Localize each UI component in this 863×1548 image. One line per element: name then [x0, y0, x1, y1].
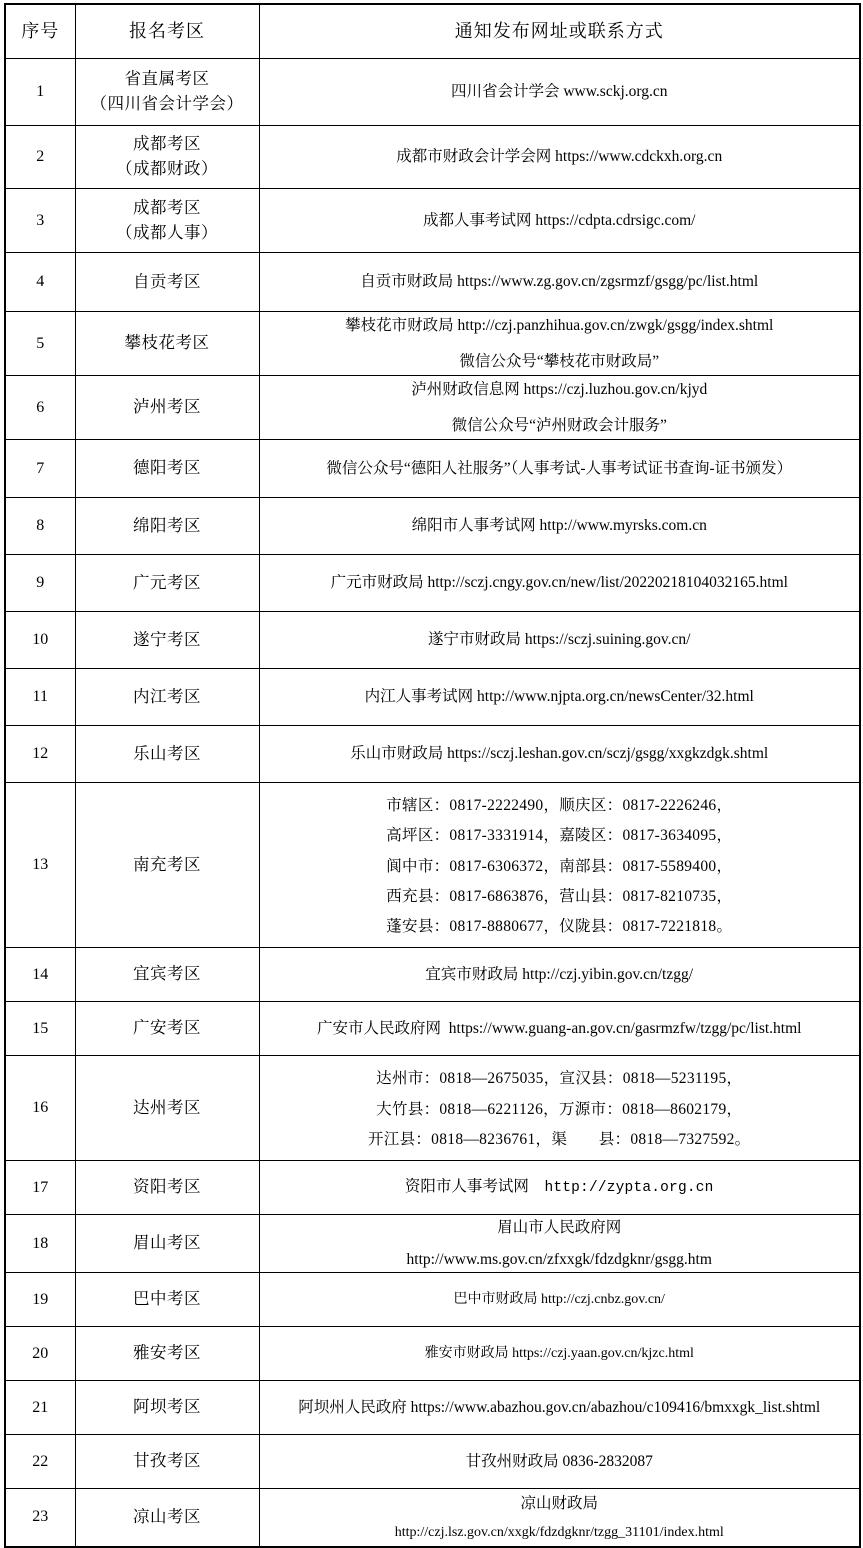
row-area [75, 1215, 259, 1273]
info-line-2: http://czj.lsz.gov.cn/xxgk/fdzdgknr/tzgg_31101/index.html [394, 1524, 724, 1540]
row-seq: 22 [5, 1435, 75, 1489]
row-info [259, 1381, 860, 1435]
row-seq: 14 [5, 948, 75, 1002]
row-seq: 5 [5, 312, 75, 376]
row-area [75, 59, 259, 126]
row-info [259, 312, 860, 376]
table-header-row [5, 4, 860, 59]
row-seq: 23 [5, 1489, 75, 1547]
phone-line: 高坪区：0817-3331914，嘉陵区：0817-3634095， [386, 827, 733, 845]
row-area [75, 669, 259, 726]
row-area [75, 253, 259, 312]
table-row [5, 126, 860, 189]
area-line-1: 省直属考区 [124, 69, 210, 89]
row-info [259, 376, 860, 440]
area-line-2: （四川省会计学会） [90, 94, 244, 113]
area-line-1: 资阳考区 [133, 1177, 201, 1197]
row-info [259, 59, 860, 126]
info-line-1: 微信公众号“德阳人社服务”（人事考试-人事考试证书查询-证书颁发） [326, 459, 793, 477]
row-area [75, 1381, 259, 1435]
phone-list [260, 783, 860, 947]
column-header-seq: 序号 [5, 4, 75, 59]
info-line-1: 阿坝州人民政府 https://www.abazhou.gov.cn/abazhou/c109416/bmxxgk_list.shtml [298, 1398, 821, 1416]
info-url: http://zypta.org.cn [544, 1180, 714, 1197]
row-seq: 10 [5, 612, 75, 669]
area-line-1: 阿坝考区 [133, 1397, 201, 1417]
table-row [5, 726, 860, 783]
column-header-area: 报名考区 [75, 4, 259, 59]
info-line-1: 泸州财政信息网 https://czj.luzhou.gov.cn/kjyd [411, 380, 708, 398]
table-row [5, 669, 860, 726]
row-area [75, 1002, 259, 1056]
table-row [5, 253, 860, 312]
table-row [5, 555, 860, 612]
info-line-2: http://www.ms.gov.cn/zfxxgk/fdzdgknr/gsgg.htm [406, 1251, 712, 1268]
info-line-1: 雅安市财政局 https://czj.yaan.gov.cn/kjzc.html [424, 1346, 694, 1361]
row-area [75, 126, 259, 189]
area-line-1: 乐山考区 [133, 743, 201, 763]
info-line-2: 微信公众号“泸州财政会计服务” [451, 417, 667, 434]
row-info [259, 1056, 860, 1161]
row-info [259, 126, 860, 189]
row-area [75, 726, 259, 783]
area-line-1: 眉山考区 [133, 1233, 201, 1253]
phone-list [260, 1056, 860, 1160]
info-line-1: 甘孜州财政局 0836-2832087 [465, 1452, 653, 1470]
row-seq: 19 [5, 1273, 75, 1327]
phone-line: 开江县：0818—8236761，渠 县：0818—7327592。 [367, 1130, 751, 1148]
info-line-1: 眉山市人民政府网 [497, 1218, 622, 1236]
row-info [259, 612, 860, 669]
row-info [259, 726, 860, 783]
row-area [75, 498, 259, 555]
area-line-1: 宜宾考区 [133, 964, 201, 984]
table-row [5, 59, 860, 126]
info-line-1: 凉山财政局 [520, 1494, 598, 1512]
table-row [5, 948, 860, 1002]
row-info [259, 555, 860, 612]
area-line-1: 南充考区 [133, 854, 201, 874]
info-line-1: 攀枝花市财政局 http://czj.panzhihua.gov.cn/zwgk/gsgg/index.shtml [345, 316, 774, 334]
table-row [5, 376, 860, 440]
info-line-1: 成都人事考试网 https://cdpta.cdrsigc.com/ [422, 211, 696, 229]
row-area [75, 189, 259, 253]
area-line-1: 成都考区 [133, 197, 201, 217]
row-seq: 7 [5, 440, 75, 498]
row-seq: 17 [5, 1161, 75, 1215]
area-line-1: 广安考区 [133, 1018, 201, 1038]
row-area [75, 1273, 259, 1327]
row-info [259, 189, 860, 253]
row-info [259, 669, 860, 726]
area-line-1: 攀枝花考区 [124, 333, 210, 353]
info-line-1: 绵阳市人事考试网 http://www.myrsks.com.cn [411, 517, 707, 535]
area-line-1: 泸州考区 [133, 397, 201, 417]
row-area [75, 440, 259, 498]
phone-line: 市辖区：0817-2222490，顺庆区：0817-2226246， [386, 797, 733, 814]
row-info [259, 253, 860, 312]
info-line-2: 微信公众号“攀枝花市财政局” [459, 353, 660, 370]
row-area [75, 1489, 259, 1547]
info-line-1: 成都市财政会计学会网 https://www.cdckxh.org.cn [396, 148, 723, 166]
info-line-1: 内江人事考试网 http://www.njpta.org.cn/newsCenter/32.html [364, 688, 754, 706]
row-info [259, 1273, 860, 1327]
info-line-1: 乐山市财政局 https://sczj.leshan.gov.cn/sczj/gsgg/xxgkzdgk.shtml [350, 745, 769, 763]
phone-line: 阆中市：0817-6306372，南部县：0817-5589400， [386, 857, 733, 875]
row-seq: 11 [5, 669, 75, 726]
info-line-1: 巴中市财政局 http://czj.cnbz.gov.cn/ [453, 1292, 665, 1307]
area-line-1: 内江考区 [133, 686, 201, 706]
table-row [5, 1381, 860, 1435]
row-area [75, 376, 259, 440]
table-row [5, 1002, 860, 1056]
row-seq: 3 [5, 189, 75, 253]
area-line-1: 广元考区 [133, 572, 201, 592]
info-line-1: 广安市人民政府网 https://www.guang-an.gov.cn/gasrmzfw/tzgg/pc/list.html [317, 1020, 802, 1038]
row-area [75, 1327, 259, 1381]
area-line-1: 凉山考区 [133, 1506, 201, 1526]
row-seq: 16 [5, 1056, 75, 1161]
table-row [5, 440, 860, 498]
row-seq: 1 [5, 59, 75, 126]
row-seq: 9 [5, 555, 75, 612]
row-area [75, 1161, 259, 1215]
row-info [259, 1435, 860, 1489]
row-seq: 18 [5, 1215, 75, 1273]
row-area [75, 1056, 259, 1161]
row-info [259, 1215, 860, 1273]
phone-line: 大竹县：0818—6221126，万源市：0818—8602179， [376, 1100, 743, 1118]
row-seq: 20 [5, 1327, 75, 1381]
row-info [259, 1327, 860, 1381]
row-seq: 8 [5, 498, 75, 555]
row-seq: 4 [5, 253, 75, 312]
table-row [5, 1215, 860, 1273]
phone-line: 蓬安县：0817-8880677，仪陇县：0817-7221818。 [386, 918, 733, 935]
table-row [5, 1273, 860, 1327]
info-line-1: 四川省会计学会 www.sckj.org.cn [450, 83, 668, 101]
table-row [5, 1056, 860, 1161]
table-row [5, 783, 860, 948]
row-area [75, 555, 259, 612]
info-line-1: 自贡市财政局 https://www.zg.gov.cn/zgsrmzf/gsgg/pc/list.html [360, 273, 759, 291]
area-line-1: 遂宁考区 [133, 629, 201, 649]
row-seq: 15 [5, 1002, 75, 1056]
row-area [75, 1435, 259, 1489]
row-area [75, 612, 259, 669]
row-seq: 12 [5, 726, 75, 783]
table-row [5, 612, 860, 669]
column-header-info: 通知发布网址或联系方式 [259, 4, 860, 59]
table-body [5, 59, 860, 1547]
row-seq: 2 [5, 126, 75, 189]
area-line-1: 甘孜考区 [133, 1451, 201, 1471]
exam-district-table [4, 3, 861, 1548]
row-seq: 13 [5, 783, 75, 948]
table-row [5, 1435, 860, 1489]
table-row [5, 1489, 860, 1547]
table-header [5, 4, 860, 59]
row-info [259, 1002, 860, 1056]
area-line-1: 德阳考区 [133, 458, 201, 478]
area-line-1: 巴中考区 [133, 1289, 201, 1309]
row-area [75, 948, 259, 1002]
area-line-2: （成都人事） [116, 222, 218, 242]
table-row [5, 189, 860, 253]
row-area [75, 783, 259, 948]
row-info [259, 440, 860, 498]
area-line-1: 成都考区 [133, 134, 201, 154]
row-info [259, 1161, 860, 1215]
area-line-1: 达州考区 [133, 1097, 201, 1117]
info-prefix: 资阳市人事考试网 [404, 1178, 545, 1196]
area-line-1: 雅安考区 [133, 1343, 201, 1363]
table-row [5, 498, 860, 555]
area-line-1: 绵阳考区 [133, 515, 201, 535]
table-row [5, 1161, 860, 1215]
row-seq: 6 [5, 376, 75, 440]
phone-line: 西充县：0817-6863876，营山县：0817-8210735， [386, 887, 733, 905]
row-info [259, 948, 860, 1002]
info-line-1: 广元市财政局 http://sczj.cngy.gov.cn/new/list/20220218104032165.html [330, 574, 788, 592]
row-area [75, 312, 259, 376]
row-info [259, 783, 860, 948]
info-line-1: 宜宾市财政局 http://czj.yibin.gov.cn/tzgg/ [425, 966, 694, 984]
row-seq: 21 [5, 1381, 75, 1435]
info-line-1: 遂宁市财政局 https://sczj.suining.gov.cn/ [428, 631, 691, 649]
area-line-1: 自贡考区 [133, 271, 201, 291]
table-row [5, 312, 860, 376]
phone-line: 达州市：0818—2675035，宣汉县：0818—5231195， [376, 1070, 743, 1088]
area-line-2: （成都财政） [116, 159, 218, 178]
table-row [5, 1327, 860, 1381]
row-info [259, 498, 860, 555]
row-info [259, 1489, 860, 1547]
